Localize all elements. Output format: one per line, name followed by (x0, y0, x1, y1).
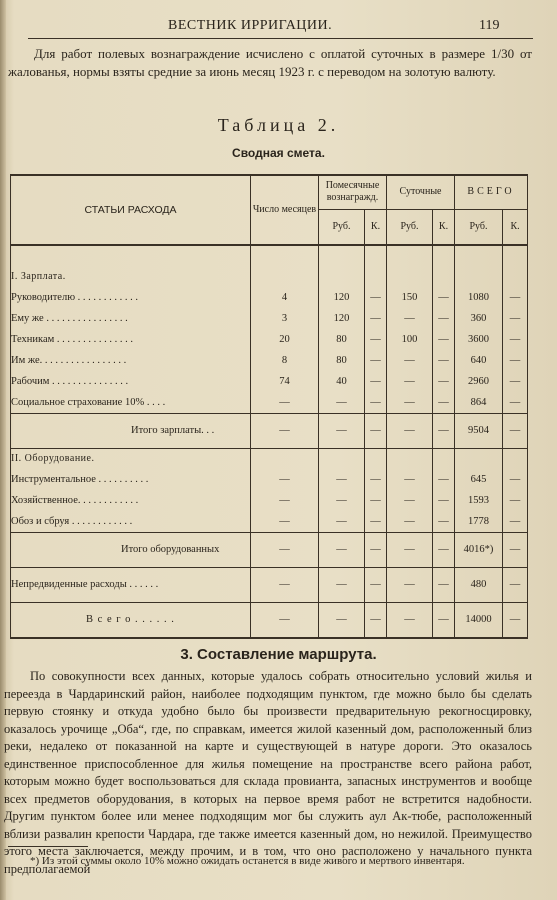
cell-d-kop: — (433, 350, 455, 371)
cell-d-kop: — (433, 371, 455, 392)
cell-months: — (251, 511, 319, 532)
cell-m-kop: — (365, 532, 387, 567)
running-header (0, 18, 557, 36)
col-header-monthly-rub: Руб. (319, 209, 365, 245)
col-header-item: СТАТЬИ РАСХОДА (11, 175, 251, 245)
table-title: Таблица 2. (217, 115, 340, 135)
cell-d-rub: — (387, 350, 433, 371)
col-header-daily: Суточные (387, 175, 455, 209)
cell-d-kop: — (433, 392, 455, 413)
col-header-total-kop: К. (503, 209, 528, 245)
col-header-total: ВСЕГО (455, 175, 528, 209)
table-row (11, 350, 528, 371)
page-number: 119 (479, 18, 500, 33)
cell-t-rub: 864 (455, 392, 503, 413)
cell-months: 4 (251, 287, 319, 308)
spacer-cell (319, 245, 365, 266)
table-subtitle: Сводная смета. (232, 146, 325, 160)
cell-m-kop: — (365, 329, 387, 350)
body-paragraph: По совокупности всех данных, которые удалось собрать относительно условий жилья и переезда в Чардаринский район, наиболее подходящим пунктом, где можно было бы сделать первую стоянку и откуда удобно было бы произвести предварительную рекогносцировку, оказалось урочище „Оба“, где, по справкам, имеется жилой казенный дом, расположенный близ реки, недалеко от показанной на карте и существующей в натуре дороги. Это оказалось единственное приспособленное для жилья помещение на пространстве всего района работ, которым можно будет воспользоваться для склада провианта, запасных инструментов и вообще всех предметов оборудования, в которых на первое время работ не встретится надобности. Другим пунктом более или менее подходящим мог бы служить аул Ак-тюбе, расположенный вблизи развалин крепости Чардара, где также имеется казенный дом, но нежилой. Преимущество этого места заключается, между прочим, и в том, что оно расположено у начального пункта предполагаемой (4, 669, 532, 876)
cell-m-rub: — (319, 567, 365, 602)
table-row (11, 490, 528, 511)
intro-paragraph: Для работ полевых вознаграждение исчислено с оплатой суточных в размере 1/30 от жалованья, нормы взяты средние за июнь месяц 1923 г. с переводом на золотую валюту. (8, 46, 532, 79)
cell-m-kop: — (365, 602, 387, 638)
cell-m-kop: — (365, 413, 387, 448)
row-label: В с е г о . . . . . . (11, 602, 251, 638)
cell-months: — (251, 392, 319, 413)
cell-months: 74 (251, 371, 319, 392)
row-label: Им же. . . . . . . . . . . . . . . . . (11, 350, 251, 371)
row-label: I. Зарплата. (11, 266, 251, 287)
cell-m-kop (365, 448, 387, 469)
cell-t-rub: 14000 (455, 602, 503, 638)
cell-d-rub: — (387, 511, 433, 532)
spacer-cell (433, 245, 455, 266)
cell-t-rub: 480 (455, 567, 503, 602)
cell-t-rub: 3600 (455, 329, 503, 350)
cell-months: 8 (251, 350, 319, 371)
cell-m-rub: 40 (319, 371, 365, 392)
cell-m-kop: — (365, 511, 387, 532)
cell-m-kop: — (365, 350, 387, 371)
cell-t-rub: 640 (455, 350, 503, 371)
cell-months: — (251, 602, 319, 638)
cell-months: — (251, 532, 319, 567)
row-label: Социальное страхование 10% . . . . (11, 392, 251, 413)
cell-t-kop: — (503, 413, 528, 448)
cell-d-kop: — (433, 287, 455, 308)
cell-t-kop: — (503, 490, 528, 511)
cell-t-rub: 2960 (455, 371, 503, 392)
cell-months: — (251, 567, 319, 602)
footnote: *) Из этой суммы около 10% можно ожидать останется в виде живого и мертвого инвентаря. (30, 855, 465, 867)
cell-m-rub: — (319, 602, 365, 638)
cell-m-kop (365, 266, 387, 287)
cell-months: 3 (251, 308, 319, 329)
row-label: II. Оборудование. (11, 448, 251, 469)
cell-d-kop (433, 448, 455, 469)
spacer-cell (503, 245, 528, 266)
subtotal-row (11, 602, 528, 638)
cell-m-kop: — (365, 392, 387, 413)
table-header (11, 175, 528, 245)
cell-t-kop: — (503, 469, 528, 490)
row-label: Руководителю . . . . . . . . . . . . (11, 287, 251, 308)
cell-d-rub: 100 (387, 329, 433, 350)
cell-t-rub: 1080 (455, 287, 503, 308)
cell-t-kop (503, 448, 528, 469)
cell-m-rub (319, 448, 365, 469)
cell-d-kop: — (433, 532, 455, 567)
subtotal-row (11, 532, 528, 567)
cell-d-rub (387, 448, 433, 469)
col-header-daily-rub: Руб. (387, 209, 433, 245)
cell-m-kop: — (365, 371, 387, 392)
cell-d-rub: — (387, 532, 433, 567)
cell-m-rub: — (319, 532, 365, 567)
section-row (11, 448, 528, 469)
cell-d-kop: — (433, 567, 455, 602)
row-label: Инструментальное . . . . . . . . . . (11, 469, 251, 490)
header-rule (28, 38, 533, 39)
journal-title: ВЕСТНИК ИРРИГАЦИИ. (168, 18, 333, 33)
cell-t-kop: — (503, 329, 528, 350)
spacer-cell (11, 245, 251, 266)
table-row (11, 287, 528, 308)
cell-d-rub: — (387, 490, 433, 511)
col-header-monthly-kop: К. (365, 209, 387, 245)
cell-t-kop: — (503, 392, 528, 413)
cell-d-kop: — (433, 469, 455, 490)
cell-d-rub: — (387, 469, 433, 490)
table-body (11, 245, 528, 638)
cell-t-rub: 9504 (455, 413, 503, 448)
cell-m-rub: — (319, 469, 365, 490)
cell-t-kop: — (503, 350, 528, 371)
cell-m-rub: 120 (319, 287, 365, 308)
cell-d-kop: — (433, 602, 455, 638)
subtotal-row (11, 567, 528, 602)
cell-m-kop: — (365, 287, 387, 308)
cell-t-rub: 360 (455, 308, 503, 329)
cell-months: — (251, 413, 319, 448)
cell-t-rub: 645 (455, 469, 503, 490)
row-label: Рабочим . . . . . . . . . . . . . . . (11, 371, 251, 392)
row-label: Техникам . . . . . . . . . . . . . . . (11, 329, 251, 350)
cell-d-kop (433, 266, 455, 287)
cell-d-rub: — (387, 392, 433, 413)
cell-t-kop: — (503, 602, 528, 638)
cell-m-rub: 80 (319, 350, 365, 371)
cell-d-kop: — (433, 308, 455, 329)
cell-t-kop: — (503, 567, 528, 602)
cell-t-kop: — (503, 371, 528, 392)
cell-m-rub: — (319, 392, 365, 413)
cell-t-rub: 4016*) (455, 532, 503, 567)
row-label: Итого зарплаты. . . (11, 413, 251, 448)
subtotal-row (11, 413, 528, 448)
cell-m-kop: — (365, 469, 387, 490)
spacer-cell (455, 245, 503, 266)
spacer-cell (365, 245, 387, 266)
cell-t-rub: 1778 (455, 511, 503, 532)
budget-table (10, 174, 528, 639)
cell-d-kop: — (433, 490, 455, 511)
spacer-cell (387, 245, 433, 266)
cell-t-kop: — (503, 287, 528, 308)
row-label: Непредвиденные расходы . . . . . . (11, 567, 251, 602)
cell-t-rub: 1593 (455, 490, 503, 511)
cell-m-rub: 120 (319, 308, 365, 329)
cell-months: — (251, 469, 319, 490)
cell-d-rub: — (387, 602, 433, 638)
table-row (11, 308, 528, 329)
cell-m-kop: — (365, 567, 387, 602)
cell-months: 20 (251, 329, 319, 350)
table-row (11, 392, 528, 413)
table-row (11, 469, 528, 490)
col-header-monthly-pay: Помесячные вознагражд. (319, 175, 387, 209)
spacer-row (11, 245, 528, 266)
cell-t-rub (455, 448, 503, 469)
cell-months (251, 448, 319, 469)
cell-m-rub: 80 (319, 329, 365, 350)
cell-months (251, 266, 319, 287)
col-header-total-rub: Руб. (455, 209, 503, 245)
cell-d-kop: — (433, 413, 455, 448)
cell-d-rub: — (387, 567, 433, 602)
row-label: Хозяйственное. . . . . . . . . . . . (11, 490, 251, 511)
col-header-daily-kop: К. (433, 209, 455, 245)
cell-d-rub (387, 266, 433, 287)
cell-d-rub: — (387, 371, 433, 392)
cell-m-rub (319, 266, 365, 287)
cell-m-kop: — (365, 490, 387, 511)
section-row (11, 266, 528, 287)
cell-d-rub: — (387, 413, 433, 448)
cell-m-rub: — (319, 413, 365, 448)
cell-m-rub: — (319, 490, 365, 511)
table-row (11, 371, 528, 392)
spacer-cell (251, 245, 319, 266)
cell-d-kop: — (433, 511, 455, 532)
footnote-rule (8, 846, 88, 847)
cell-d-kop: — (433, 329, 455, 350)
table-row (11, 511, 528, 532)
cell-m-rub: — (319, 511, 365, 532)
col-header-months: Число месяцев (251, 175, 319, 245)
cell-d-rub: — (387, 308, 433, 329)
cell-d-rub: 150 (387, 287, 433, 308)
cell-t-kop: — (503, 511, 528, 532)
cell-months: — (251, 490, 319, 511)
row-label: Итого оборудованных (11, 532, 251, 567)
table-row (11, 329, 528, 350)
cell-t-kop: — (503, 308, 528, 329)
cell-t-rub (455, 266, 503, 287)
cell-t-kop: — (503, 532, 528, 567)
section-heading: 3. Составление маршрута. (180, 646, 377, 663)
cell-t-kop (503, 266, 528, 287)
row-label: Ему же . . . . . . . . . . . . . . . . (11, 308, 251, 329)
cell-m-kop: — (365, 308, 387, 329)
row-label: Обоз и сбруя . . . . . . . . . . . . (11, 511, 251, 532)
